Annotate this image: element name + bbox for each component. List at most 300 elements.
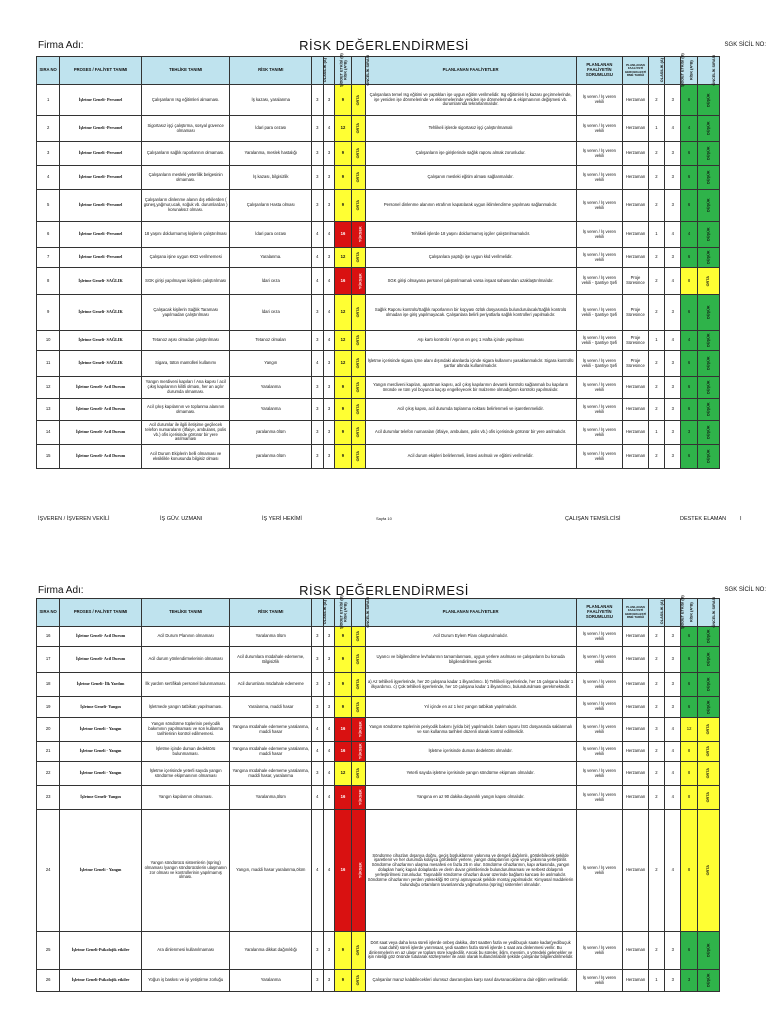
header-olasilik2: OLASILIK (A) <box>648 57 664 85</box>
termin-cell: Herzaman <box>623 697 649 718</box>
proses-cell: İşletme Geneli-Psikolojik etkiler <box>60 932 142 970</box>
header-tehlike: TEHLİKE TANIMI <box>141 599 230 627</box>
oncelik2-cell <box>697 351 719 377</box>
siddet2-cell: 3 <box>665 647 681 673</box>
tehlike-cell: Tetanoz aşısı olmadan çalıştırılması <box>141 331 230 351</box>
oncelik2-cell-label: ORTA <box>706 768 711 779</box>
risk-score-cell: 9 <box>335 647 351 673</box>
oncelik2-cell <box>697 190 719 222</box>
oncelik2-cell-label: DÜŞÜK <box>706 629 711 644</box>
faaliyet-cell: Acil Durum Eylem Planı oluşturulmalıdır. <box>365 627 576 647</box>
faaliyet-cell: Çalışanların işe girişlerinde sağlık raporu almak zorunludur. <box>365 142 576 166</box>
olasilik2-cell: 2 <box>648 295 664 331</box>
risk-score2-cell: 6 <box>681 351 697 377</box>
faaliyet-cell: Sağlık Raporu kontrolü/Sağlık raporlarının bir kopyası özlük dosyasında bulundurulacak/Sağlık kontrolü olmadan işe giriş yapılmayacak. Çalışanlara belirli periyotlarla sağlık kontrolleri yapılmalıdır. <box>365 295 576 331</box>
siddet-cell: 4 <box>323 331 335 351</box>
oncelik2-cell <box>697 116 719 142</box>
olasilik2-cell: 3 <box>648 718 664 742</box>
siddet-cell: 3 <box>323 421 335 445</box>
proses-cell: İşletme Geneli- Acil Durum <box>60 445 142 469</box>
olasilik-cell: 3 <box>312 762 324 786</box>
termin-cell: Herzaman <box>623 222 649 248</box>
olasilik-cell: 3 <box>312 673 324 697</box>
tehlike-cell: SGK girişi yapılmayan kişilerin çalıştırılması <box>141 268 230 295</box>
olasilik-cell: 3 <box>312 377 324 399</box>
tehlike-cell: Çalışanların sağlık raporlarının olmaması. <box>141 142 230 166</box>
oncelik2-cell <box>697 166 719 190</box>
termin-cell: Proje Süresince <box>623 295 649 331</box>
oncelik-cell-label: ORTA <box>355 427 360 438</box>
sorumlu-cell: İş veren / İş veren vekili <box>576 647 623 673</box>
proses-cell: İşletme Geneli - Yangın <box>60 810 142 932</box>
siddet2-cell: 4 <box>665 268 681 295</box>
siddet-cell: 3 <box>323 445 335 469</box>
sorumlu-cell: İş veren / İş veren vekili - Şantiye Şefi <box>576 351 623 377</box>
siddet-cell: 3 <box>323 647 335 673</box>
risk-cell: Yaralanma, meslek hastalığı <box>230 142 312 166</box>
oncelik2-cell-label: DÜŞÜK <box>706 333 711 348</box>
oncelik2-cell <box>697 697 719 718</box>
risk-score2-cell: 6 <box>681 673 697 697</box>
row-number: 20 <box>37 718 60 742</box>
proses-cell: İşletme Geneli- SAĞLIK <box>60 295 142 331</box>
oncelik-cell-label: ORTA <box>355 307 360 318</box>
faaliyet-cell: Dört saat veya daha kısa süreli işlerde onbeş dakika, dört saatten fazla ve yedibuçuk saate kadar(yedibuçuk saat dahil) süreli işlerde yarımsaat, yedi saatten fazla süreli işlerde 1 saat ara dinlenmesi verilir. Bu dinlenmelerin en az ulaşır ve toplam süre kaydedilir. Ancak bu süreler, iklim, mevsim, o yöredeki gelenekler ve işin niteliği göz önünde tutularak sözleşmeler ile aralı olarak kullandırılabilir şekilde çalışanlar bilgilendirilmelidir. <box>365 932 576 970</box>
olasilik2-cell: 2 <box>648 166 664 190</box>
oncelik-cell <box>351 377 365 399</box>
oncelik-cell <box>351 932 365 970</box>
page-title: RİSK DEĞERLENDİRMESİ <box>299 583 469 598</box>
oncelik-cell-label: ORTA <box>355 679 360 690</box>
siddet-cell: 3 <box>323 190 335 222</box>
oncelik-cell <box>351 627 365 647</box>
proses-cell: İşletme Geneli -Personel <box>60 142 142 166</box>
oncelik-cell-label: YÜKSEK <box>358 862 363 879</box>
siddet2-cell: 4 <box>665 718 681 742</box>
termin-cell: Herzaman <box>623 786 649 810</box>
risk-cell: Acil durumlara müdahale edememe <box>230 673 312 697</box>
siddet-cell: 3 <box>323 932 335 970</box>
oncelik-cell <box>351 331 365 351</box>
risk-cell: Yaralanma dikkat dağınıklığı <box>230 932 312 970</box>
risk-cell: Yaralanma <box>230 377 312 399</box>
proses-cell: İşletme Geneli- SAĞLIK <box>60 351 142 377</box>
proses-cell: İşletme Geneli- Acil Durum <box>60 399 142 421</box>
termin-cell: Proje Süresince <box>623 331 649 351</box>
header-risk: RİSK TANIMI <box>230 57 312 85</box>
sorumlu-cell: İş veren / İş veren vekili - Şantiye Şefi <box>576 295 623 331</box>
sorumlu-cell: İş veren / İş veren vekili - Şantiye Şefi <box>576 331 623 351</box>
termin-cell: Herzaman <box>623 116 649 142</box>
oncelik2-cell <box>697 627 719 647</box>
sgk-label: SGK SİCİL NO: <box>724 42 766 48</box>
risk-score-cell: 9 <box>335 377 351 399</box>
siddet2-cell: 3 <box>665 351 681 377</box>
sgk-label: SGK SİCİL NO: <box>724 587 766 593</box>
oncelik-cell-label: ORTA <box>355 172 360 183</box>
proses-cell: İşletme Geneli -Personel <box>60 248 142 268</box>
sorumlu-cell: İş veren / İş veren vekili <box>576 718 623 742</box>
risk-score2-cell: 3 <box>681 970 697 992</box>
olasilik-cell: 3 <box>312 399 324 421</box>
risk-score2-cell: 3 <box>681 421 697 445</box>
table-row <box>37 377 720 399</box>
tehlike-cell: Çalışanların dinlenme alanın dış etkilerden ( güneş,yağmur,ucak, soğuk vb. durumlardan ) korunaksız olması. <box>141 190 230 222</box>
oncelik-cell <box>351 742 365 762</box>
risk-score-cell: 16 <box>335 786 351 810</box>
risk-score-cell: 12 <box>335 331 351 351</box>
tehlike-cell: Yangın kapılarının olmaması. <box>141 786 230 810</box>
header-tehlike: TEHLİKE TANIMI <box>141 57 230 85</box>
oncelik2-cell-label: ORTA <box>706 746 711 757</box>
tehlike-cell: Yangın söndürme tüplerinin periyodik bakımının yapılmaması ve son kullanma tarihlerinin kontrol edilmemesi. <box>141 718 230 742</box>
footer-sayfa: Sayfa 10 <box>376 516 392 521</box>
oncelik-cell-label: YÜKSEK <box>358 721 363 738</box>
sorumlu-cell: İş veren / İş veren vekili <box>576 190 623 222</box>
risk-score2-cell: 6 <box>681 445 697 469</box>
olasilik2-cell: 2 <box>648 673 664 697</box>
oncelik2-cell <box>697 742 719 762</box>
footer-extra: I <box>740 516 742 522</box>
olasilik-cell: 4 <box>312 718 324 742</box>
oncelik2-cell-label: ORTA <box>706 865 711 876</box>
olasilik2-cell: 2 <box>648 742 664 762</box>
header-oncelik: ÖNCELİK SIRASI <box>351 57 365 85</box>
faaliyet-cell: İşletme içerisinde duman dedektörü olmalıdır. <box>365 742 576 762</box>
row-number: 10 <box>37 331 60 351</box>
sorumlu-cell: İş veren / İş veren vekili <box>576 697 623 718</box>
tehlike-cell: Yoğun iş baskısı ve işi yetiştirme zorluğu <box>141 970 230 992</box>
siddet-cell: 4 <box>323 742 335 762</box>
oncelik2-cell-label: DÜŞÜK <box>706 305 711 320</box>
proses-cell: İşletme Geneli- Acil Durum <box>60 377 142 399</box>
faaliyet-cell: Tehlikeli işlerde sigortasız işçi çalıştırılmamalı <box>365 116 576 142</box>
olasilik-cell: 3 <box>312 445 324 469</box>
oncelik2-cell <box>697 142 719 166</box>
faaliyet-cell: a) Az tehlikeli işyerlerinde, her 20 çalışana kadar 1 ilkyardımcı. b) Tehlikeli işyerlerinde, her 15 çalışana kadar 1 ilkyardımcı. c) Çok tehlikeli işyerlerinde, her 10 çalışana kadar 1 ilkyardımcı, bulundurulması gerekmektedir. <box>365 673 576 697</box>
oncelik2-cell <box>697 786 719 810</box>
risk-score2-cell: 8 <box>681 268 697 295</box>
tehlike-cell: İşletme içinde duman dedektörü bulunmaması. <box>141 742 230 762</box>
oncelik-cell-label: ORTA <box>355 701 360 712</box>
oncelik-cell-label: ORTA <box>355 148 360 159</box>
tehlike-cell: Acil çıkış kapılarının ve toplanma alanının olmaması. <box>141 399 230 421</box>
firma-label: Firma Adı: <box>38 585 84 596</box>
sorumlu-cell: İş veren / İş veren vekili <box>576 810 623 932</box>
table-row <box>37 647 720 673</box>
risk-cell: Yaralanma <box>230 399 312 421</box>
olasilik-cell: 4 <box>312 248 324 268</box>
faaliyet-cell: Acil çıkış kapısı, acil durumda toplanma noktası belirlenmeli ve işaretlenmelidir. <box>365 399 576 421</box>
siddet2-cell: 4 <box>665 742 681 762</box>
tehlike-cell: Çalışanların Isg eğitimleri almaması. <box>141 85 230 116</box>
oncelik-cell <box>351 421 365 445</box>
termin-cell: Herzaman <box>623 421 649 445</box>
risk-score-cell: 9 <box>335 399 351 421</box>
sorumlu-cell: İş veren / İş veren vekili <box>576 742 623 762</box>
risk-table-page2 <box>36 595 720 992</box>
olasilik2-cell: 2 <box>648 190 664 222</box>
oncelik-cell <box>351 673 365 697</box>
risk-score-cell: 9 <box>335 932 351 970</box>
risk-cell: Acil durumlara müdahale edememe, Bilgisizlik <box>230 647 312 673</box>
siddet2-cell: 3 <box>665 166 681 190</box>
tehlike-cell: İşletme içerisinde yeterli sayıda yangın söndürme ekipmanının olmaması <box>141 762 230 786</box>
oncelik2-cell <box>697 673 719 697</box>
risk-score2-cell: 6 <box>681 932 697 970</box>
proses-cell: İşletme Geneli- Acil Durum <box>60 647 142 673</box>
proses-cell: İşletme Geneli- Acil Durum <box>60 421 142 445</box>
termin-cell: Herzaman <box>623 166 649 190</box>
sorumlu-cell: İş veren / İş veren vekili <box>576 377 623 399</box>
proses-cell: İşletme Geneli- SAĞLIK <box>60 268 142 295</box>
termin-cell: Proje Süresince <box>623 268 649 295</box>
siddet-cell: 4 <box>323 786 335 810</box>
siddet-cell: 4 <box>323 762 335 786</box>
oncelik-cell-label: YÜKSEK <box>358 789 363 806</box>
row-number: 4 <box>37 166 60 190</box>
sorumlu-cell: İş veren / İş veren vekili <box>576 786 623 810</box>
oncelik2-cell-label: ORTA <box>706 792 711 803</box>
table-row <box>37 142 720 166</box>
header-siddet2: ŞİDDET ETKİSİ (B) <box>665 57 681 85</box>
sorumlu-cell: İş veren / İş veren vekili - Şantiye Şefi <box>576 268 623 295</box>
risk-score-cell: 9 <box>335 673 351 697</box>
termin-cell: Herzaman <box>623 970 649 992</box>
oncelik-cell-label: ORTA <box>355 631 360 642</box>
termin-cell: Proje Süresince <box>623 351 649 377</box>
oncelik-cell-label: ORTA <box>355 451 360 462</box>
row-number: 17 <box>37 647 60 673</box>
oncelik2-cell <box>697 445 719 469</box>
oncelik-cell <box>351 268 365 295</box>
risk-score2-cell: 4 <box>681 116 697 142</box>
sorumlu-cell: İş veren / İş veren vekili <box>576 248 623 268</box>
oncelik2-cell <box>697 810 719 932</box>
faaliyet-cell: Yangına en az 90 dakika dayanıklı yangın kapısı olmalıdır. <box>365 786 576 810</box>
risk-score2-cell: 6 <box>681 166 697 190</box>
risk-cell: İş kazası, yaralanma <box>230 85 312 116</box>
oncelik-cell <box>351 718 365 742</box>
row-number: 9 <box>37 295 60 331</box>
sorumlu-cell: İş veren / İş veren vekili <box>576 421 623 445</box>
faaliyet-cell: Yıl içinde en az 1 kez yangın tatbikatı yapılmalıdır. <box>365 697 576 718</box>
faaliyet-cell: Yangın merdiveni kapıları, apartman kapısı, acil çıkış kapılarının devamlı kontrolü sağlanmalı bu kapıların önünde ve tüm yol boyunca kaçışı engelleyecek bir malzeme olmadığının kontrolü yapılmalıdır. <box>365 377 576 399</box>
siddet-cell: 4 <box>323 268 335 295</box>
risk-score-cell: 9 <box>335 142 351 166</box>
header-risk2: RİSK (A*B) <box>681 599 697 627</box>
oncelik2-cell-label: DÜŞÜK <box>706 146 711 161</box>
termin-cell: Herzaman <box>623 248 649 268</box>
oncelik-cell-label: ORTA <box>355 123 360 134</box>
siddet-cell: 4 <box>323 116 335 142</box>
faaliyet-cell: Aşı kartı kontrolü / Aşının en geç 1 Hafta içinde yapılması <box>365 331 576 351</box>
oncelik-cell <box>351 970 365 992</box>
risk-score-cell: 12 <box>335 762 351 786</box>
row-number: 11 <box>37 351 60 377</box>
table-row <box>37 697 720 718</box>
row-number: 8 <box>37 268 60 295</box>
table-row <box>37 970 720 992</box>
termin-cell: Herzaman <box>623 673 649 697</box>
header-oncelik2: ÖNCELİK SIRASI <box>697 599 719 627</box>
olasilik-cell: 3 <box>312 295 324 331</box>
risk-cell: İdari para cezası <box>230 116 312 142</box>
termin-cell: Herzaman <box>623 190 649 222</box>
siddet2-cell: 4 <box>665 222 681 248</box>
olasilik2-cell: 2 <box>648 377 664 399</box>
footer-isveren: İŞVEREN / İŞVEREN VEKİLİ <box>38 516 110 522</box>
header-oncelik2: ÖNCELİK SIRASI <box>697 57 719 85</box>
sorumlu-cell: İş veren / İş veren vekili <box>576 142 623 166</box>
header-olasilik: OLASILIK (A) <box>312 599 324 627</box>
olasilik2-cell: 1 <box>648 222 664 248</box>
termin-cell: Herzaman <box>623 399 649 421</box>
row-number: 23 <box>37 786 60 810</box>
risk-score2-cell: 4 <box>681 331 697 351</box>
olasilik2-cell: 2 <box>648 697 664 718</box>
row-number: 13 <box>37 399 60 421</box>
oncelik-cell-label: ORTA <box>355 654 360 665</box>
oncelik2-cell-label: ORTA <box>706 275 711 286</box>
olasilik-cell: 3 <box>312 142 324 166</box>
header-faaliyet: PLANLANAN FAALİYETLER <box>365 599 576 627</box>
oncelik2-cell-label: DÜŞÜK <box>706 356 711 371</box>
oncelik2-cell <box>697 331 719 351</box>
risk-cell: Tetanoz olmaları <box>230 331 312 351</box>
siddet-cell: 3 <box>323 351 335 377</box>
header-olasilik2: OLASILIK (A) <box>648 599 664 627</box>
risk-score-cell: 9 <box>335 970 351 992</box>
oncelik-cell-label: ORTA <box>355 335 360 346</box>
tehlike-cell: Ara dinlenmesi kullanılmaması <box>141 932 230 970</box>
tehlike-cell: İlk yardım sertifikalı personel bulunmaması. <box>141 673 230 697</box>
oncelik-cell-label: ORTA <box>355 404 360 415</box>
tehlike-cell: Sigortasız işçi çalıştırma, sosyal güvence olmaması <box>141 116 230 142</box>
risk-cell: Yangına müdahale edememe yaralanma, maddi hasar <box>230 718 312 742</box>
proses-cell: İşletme Geneli- Personel <box>60 166 142 190</box>
oncelik2-cell-label: DÜŞÜK <box>706 449 711 464</box>
header-termin: PLANLANAN FAALİYETİ GERÇEKLEŞTİRME TARİHİ <box>623 57 649 85</box>
risk-cell: Çalışanların Hasta olması <box>230 190 312 222</box>
siddet2-cell: 3 <box>665 445 681 469</box>
oncelik-cell <box>351 295 365 331</box>
oncelik2-cell <box>697 718 719 742</box>
proses-cell: İşletme Geneli-Psikolojik etkiler <box>60 970 142 992</box>
siddet2-cell: 3 <box>665 295 681 331</box>
header-siddet: ŞİDDET ETKİSİ (B) <box>323 599 335 627</box>
risk-score-cell: 9 <box>335 190 351 222</box>
row-number: 1 <box>37 85 60 116</box>
oncelik2-cell <box>697 932 719 970</box>
tehlike-cell: İşletmede yangın tatbikatı yapılmaması. <box>141 697 230 718</box>
olasilik-cell: 3 <box>312 85 324 116</box>
termin-cell: Herzaman <box>623 742 649 762</box>
risk-score-cell: 16 <box>335 810 351 932</box>
olasilik-cell: 4 <box>312 742 324 762</box>
risk-score-cell: 16 <box>335 222 351 248</box>
siddet-cell: 4 <box>323 222 335 248</box>
siddet-cell: 4 <box>323 295 335 331</box>
risk-cell: İdari ceza <box>230 295 312 331</box>
risk-score2-cell: 8 <box>681 810 697 932</box>
page1-footer <box>0 516 768 528</box>
oncelik-cell <box>351 810 365 932</box>
oncelik-cell-label: ORTA <box>355 358 360 369</box>
table-row <box>37 786 720 810</box>
header-sira: SIRA NO <box>37 599 60 627</box>
table-row <box>37 742 720 762</box>
risk-cell: Yaralanma <box>230 970 312 992</box>
faaliyet-cell: Çalışanlara temel Isg eğitimi ve yaptıkları işe uygun eğitim verilmelidir. Isg eğitimleri İş kazası geçirmelerinde, işe yeniden işe dönmelerinde ve eklenmelerinde yeniden işe dönmelerinde & ekipmanının değişmesi vb. durumlarında tekrarlanmalıdır. <box>365 85 576 116</box>
faaliyet-cell: Çalışanlara yaptığı işe uygun kkd verilmelidir. <box>365 248 576 268</box>
oncelik-cell <box>351 222 365 248</box>
risk-table-page1 <box>36 53 720 469</box>
faaliyet-cell: İşletme içerisinde sigara içme alanı dışındaki alanlarda içinde sigara kullanımı yasaklanmalıdır. Sigara kontrollü şartlar altında kullanılmalıdır. <box>365 351 576 377</box>
table-row <box>37 932 720 970</box>
siddet2-cell: 3 <box>665 932 681 970</box>
sorumlu-cell: İş veren / İş veren vekili <box>576 762 623 786</box>
siddet-cell: 3 <box>323 697 335 718</box>
risk-cell: Yangına müdahale edememe yaralanma, maddi hasar <box>230 742 312 762</box>
tehlike-cell: Sigara, tütün mamülleri kullanımı <box>141 351 230 377</box>
olasilik2-cell: 1 <box>648 116 664 142</box>
siddet2-cell: 4 <box>665 331 681 351</box>
header-siddet: ŞİDDET ETKİSİ (B) <box>323 57 335 85</box>
header-risk: RİSK TANIMI <box>230 599 312 627</box>
olasilik2-cell: 2 <box>648 248 664 268</box>
faaliyet-cell: Çalışanın mesleki eğitim alması sağlanmalıdır. <box>365 166 576 190</box>
oncelik-cell-label: YÜKSEK <box>358 743 363 760</box>
proses-cell: İşletme Geneli- Acil Durum <box>60 627 142 647</box>
tehlike-cell: Yangın merdiveni kapıları / Ana kapısı / acil çıkış kapılarının kilitli olması, her an açılır durumda olmaması. <box>141 377 230 399</box>
risk-score2-cell: 6 <box>681 190 697 222</box>
sorumlu-cell: İş veren / İş veren vekili <box>576 627 623 647</box>
risk-score2-cell: 6 <box>681 377 697 399</box>
risk-cell: Yangın, maddi hasar yaralanma,ölüm <box>230 810 312 932</box>
footer-hekim: İŞ YERİ HEKİMİ <box>262 516 302 522</box>
row-number: 3 <box>37 142 60 166</box>
termin-cell: Herzaman <box>623 718 649 742</box>
siddet2-cell: 3 <box>665 248 681 268</box>
olasilik-cell: 4 <box>312 268 324 295</box>
oncelik2-cell-label: DÜŞÜK <box>706 425 711 440</box>
page1-header <box>0 40 768 56</box>
risk-score2-cell: 6 <box>681 647 697 673</box>
oncelik-cell <box>351 445 365 469</box>
oncelik2-cell-label: DÜŞÜK <box>706 121 711 136</box>
olasilik2-cell: 2 <box>648 351 664 377</box>
olasilik-cell: 3 <box>312 697 324 718</box>
table-row <box>37 810 720 932</box>
olasilik2-cell: 2 <box>648 786 664 810</box>
proses-cell: İşletme Geneli - Yangın <box>60 762 142 786</box>
table-row <box>37 166 720 190</box>
oncelik2-cell-label: DÜŞÜK <box>706 198 711 213</box>
siddet-cell: 4 <box>323 810 335 932</box>
oncelik-cell-label: ORTA <box>355 252 360 263</box>
table-row <box>37 190 720 222</box>
olasilik-cell: 4 <box>312 786 324 810</box>
risk-cell: yaralanma ölüm <box>230 445 312 469</box>
oncelik2-cell <box>697 762 719 786</box>
siddet2-cell: 4 <box>665 810 681 932</box>
oncelik2-cell-label: DÜŞÜK <box>706 652 711 667</box>
olasilik-cell: 3 <box>312 190 324 222</box>
row-number: 24 <box>37 810 60 932</box>
risk-score-cell: 12 <box>335 351 351 377</box>
page-title: RİSK DEĞERLENDİRMESİ <box>299 38 469 53</box>
